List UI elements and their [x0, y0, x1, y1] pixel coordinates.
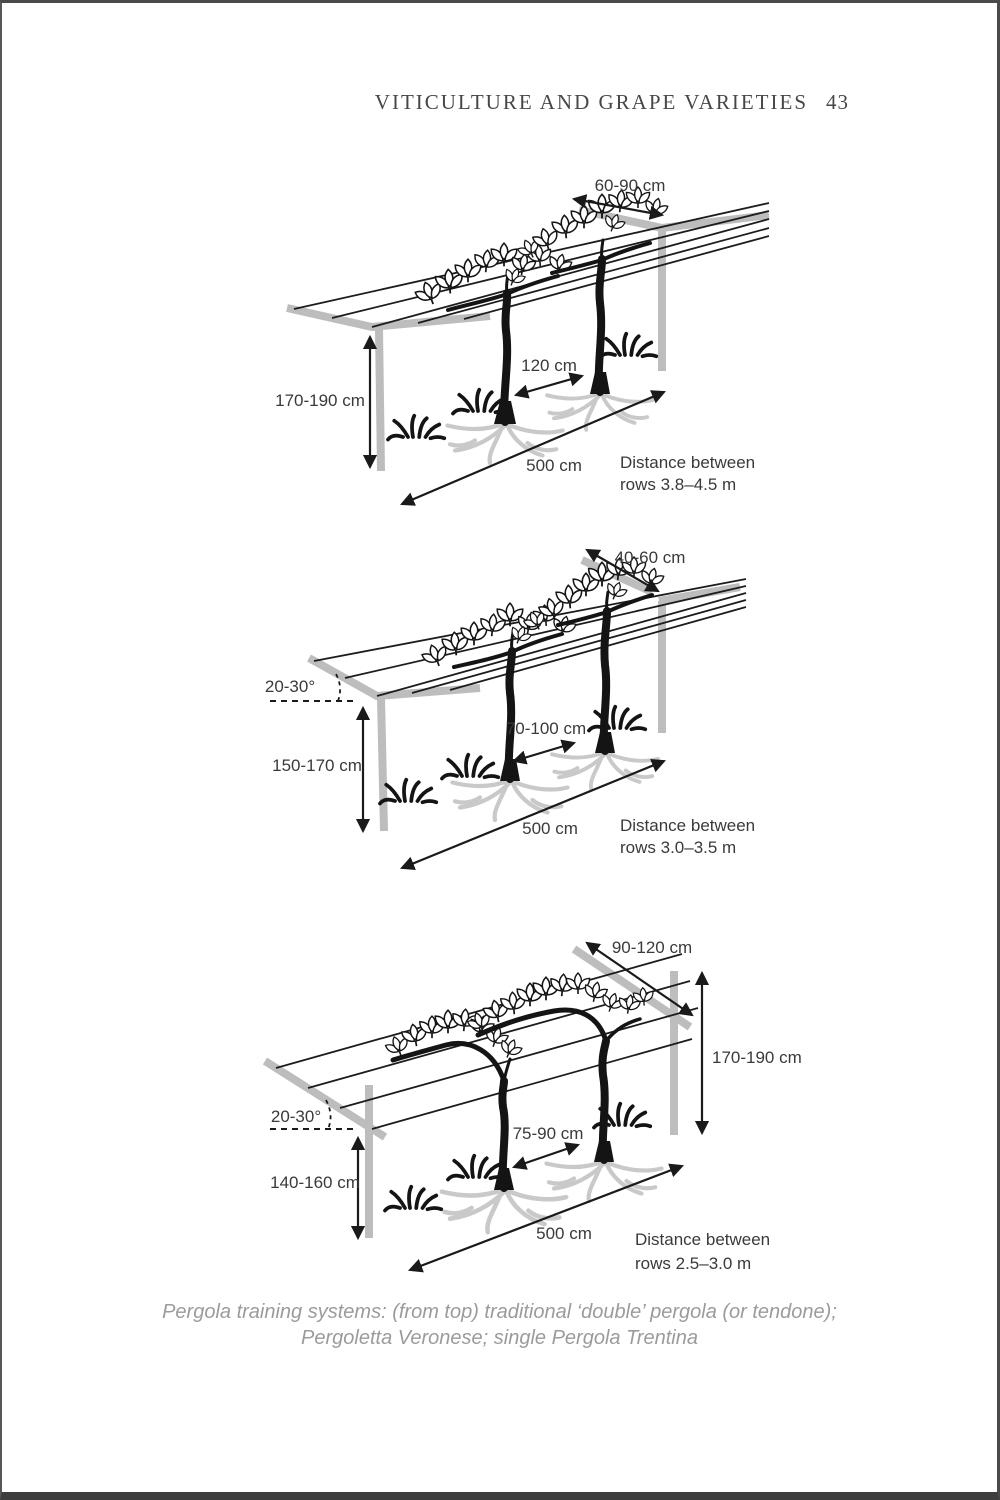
left-post [379, 329, 381, 471]
running-head [375, 90, 849, 115]
vine-spacing-label: 70-100 cm [505, 719, 587, 738]
grass-tuft [388, 416, 444, 440]
grass-tuft [380, 780, 436, 804]
caption-line-1: Pergola training systems: (from top) traditional ‘double’ pergola (or tendone); [162, 1301, 837, 1323]
caption-line-2: Pergoletta Veronese; single Pergola Trentina [301, 1327, 698, 1349]
row-distance-label-line2: rows 3.8–4.5 m [620, 475, 737, 494]
root-system [547, 393, 653, 430]
diagram-single-pergola-trentina [252, 927, 802, 1297]
chapter-title: VITICULTURE AND GRAPE VARIETIES [374, 90, 808, 114]
pergola-structure [309, 560, 740, 831]
grass-tuft [448, 1156, 504, 1180]
vine-spacing-label: 75-90 cm [512, 1124, 584, 1143]
figure-caption [2, 1299, 997, 1351]
grapevine [382, 1008, 526, 1190]
grass-tuft [442, 755, 498, 779]
row-length-label: 500 cm [526, 456, 582, 475]
row-distance-label-line2: rows 3.0–3.5 m [620, 838, 737, 857]
post-height-label: 150-170 cm [272, 756, 362, 775]
grass-tuft [589, 707, 645, 731]
left-post [381, 698, 384, 831]
row-length-label: 500 cm [522, 819, 578, 838]
page-number: 43 [826, 90, 849, 114]
diagram-pergoletta-veronese [260, 535, 780, 885]
row-length-label: 500 cm [536, 1224, 592, 1243]
grass-tuft [385, 1187, 441, 1211]
post-height-label: 140-160 cm [270, 1173, 360, 1192]
row-distance-label-line1: Distance between [620, 816, 756, 835]
post-height-label: 170-190 cm [275, 391, 365, 410]
row-distance-label-line1: Distance between [620, 453, 756, 472]
row-distance-label-line2: rows 2.5–3.0 m [635, 1254, 752, 1273]
root-system [453, 780, 568, 820]
canopy-spacing-label: 60-90 cm [594, 176, 666, 195]
grass-tuft [453, 390, 509, 414]
diagram-traditional-double-pergola [260, 143, 780, 523]
vine-spacing-arrow [516, 376, 582, 395]
leaf-canopy [382, 1008, 526, 1062]
trellis-height-label: 170-190 cm [712, 1048, 802, 1067]
row-distance-label-line1: Distance between [635, 1230, 771, 1249]
vine-spacing-label: 120 cm [521, 356, 577, 375]
canopy-spacing-label: 40-60 cm [614, 548, 686, 567]
tilt-angle-label: 20-30° [270, 1107, 322, 1126]
canopy-wires [276, 954, 698, 1129]
grass-tuft [600, 334, 656, 358]
canopy-spacing-label: 90-120 cm [611, 938, 693, 957]
tilt-angle-label: 20-30° [264, 677, 316, 696]
